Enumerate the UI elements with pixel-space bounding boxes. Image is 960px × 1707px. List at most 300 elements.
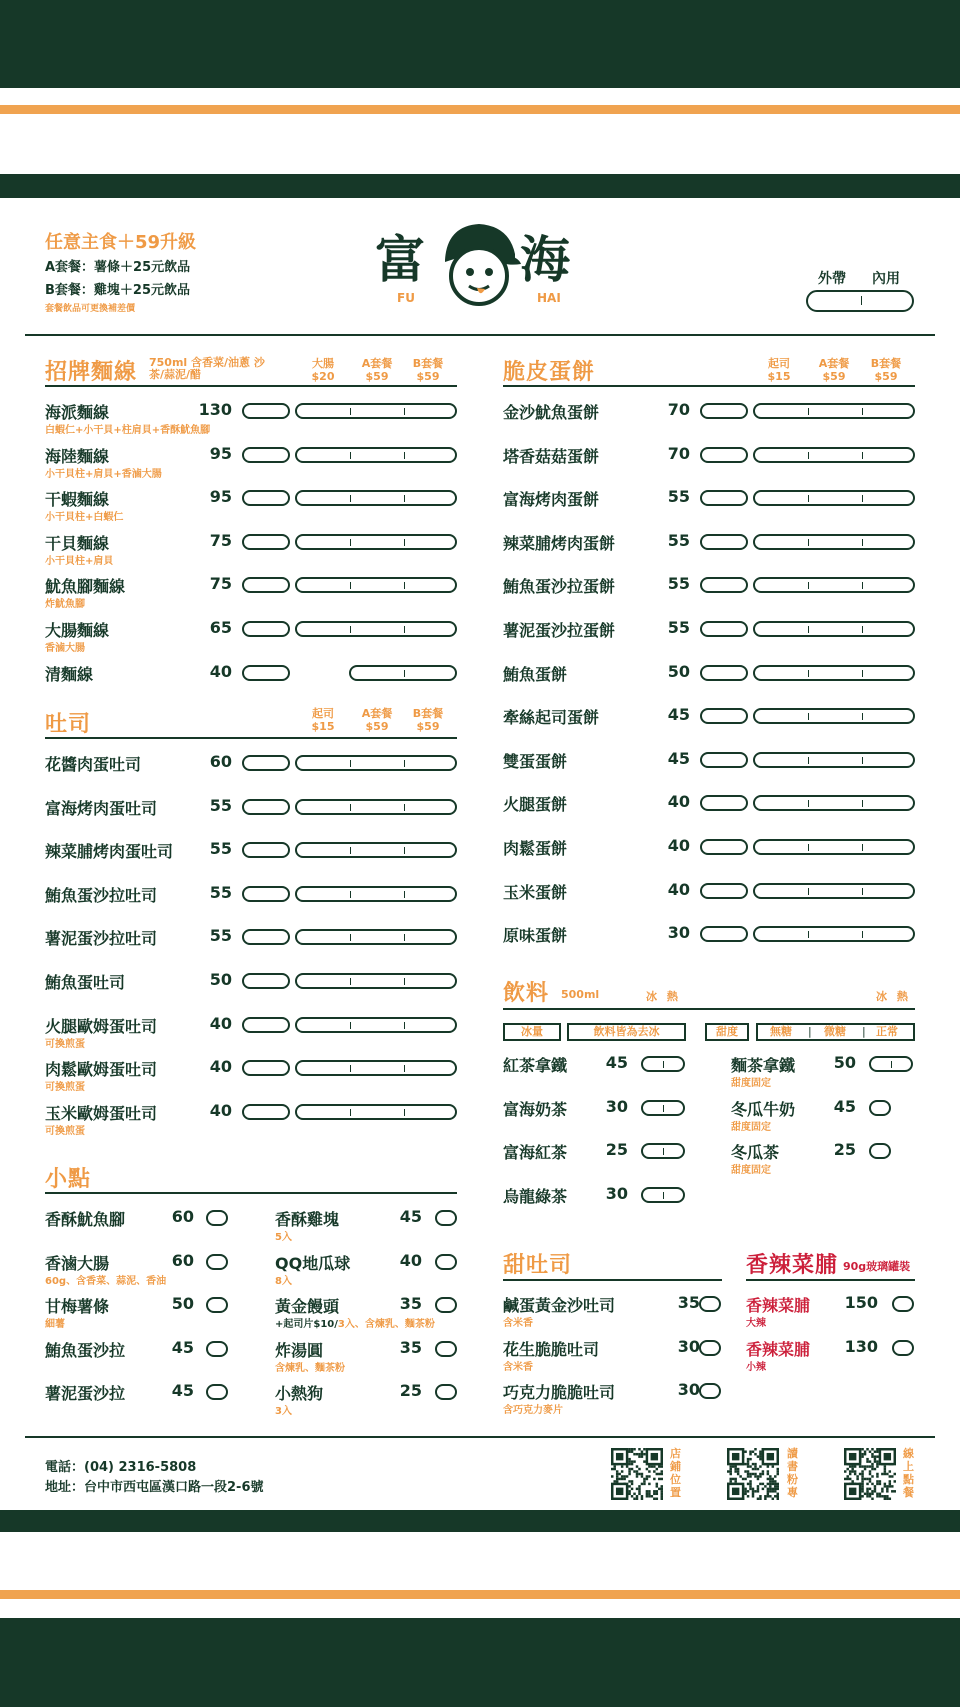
noodle-option-1[interactable] <box>242 403 290 419</box>
noodle-sub: 炸魷魚腳 <box>45 599 85 611</box>
eggcake-option-1[interactable] <box>700 839 748 855</box>
snack-name: 甘梅薯條 <box>45 1297 110 1317</box>
noodles-col-3: B套餐 $59 <box>412 357 444 383</box>
drink-sub-text: 甜度固定 <box>731 1165 771 1177</box>
toast-option-1[interactable] <box>242 1017 290 1033</box>
mascot-icon <box>433 218 523 314</box>
snack-option[interactable] <box>435 1210 457 1226</box>
eggcake-name: 原味蛋餅 <box>503 926 568 946</box>
eggcake-option-1[interactable] <box>700 795 748 811</box>
drink-option[interactable] <box>869 1143 891 1159</box>
toast-options[interactable] <box>295 799 457 815</box>
eggcake-options[interactable] <box>753 708 915 724</box>
footer-phone: 電話：(04) 2316-5808 <box>45 1460 197 1475</box>
sweet-price: 30 <box>677 1380 700 1400</box>
tick <box>404 670 405 677</box>
eggcake-name: 富海烤肉蛋餅 <box>503 490 600 510</box>
noodle-options[interactable] <box>295 534 457 550</box>
eggcake-options[interactable] <box>753 926 915 942</box>
snack-name: 香酥雞塊 <box>275 1210 340 1229</box>
takeout-label: 外帶 <box>818 271 846 287</box>
eggcake-options[interactable] <box>753 447 915 463</box>
set-note: 套餐飲品可更換補差價 <box>45 304 136 314</box>
qr-code-icon <box>611 1448 663 1500</box>
sweet-option[interactable] <box>699 1340 721 1356</box>
toast-options[interactable] <box>295 929 457 945</box>
footer-address: 地址：台中市西屯區漢口路一段2-6號 <box>45 1480 264 1495</box>
tick <box>404 539 405 546</box>
tick <box>350 934 351 941</box>
snack-sub-text: 含煉乳、麵茶粉 <box>275 1362 345 1374</box>
drink-name: 麵茶拿鐵 <box>731 1056 796 1075</box>
eggcake-name: 薯泥蛋沙拉蛋餅 <box>503 621 616 640</box>
tick <box>404 891 405 898</box>
qr-fan-page[interactable] <box>727 1448 779 1500</box>
sweet-sub-text: 含巧克力麥片 <box>503 1405 563 1417</box>
noodle-sub: 香滷大腸 <box>45 643 85 654</box>
brand-en-left: FU <box>397 291 415 305</box>
eggcake-name: 鮪魚蛋沙拉蛋餅 <box>503 577 616 597</box>
brand-en-right: HAI <box>537 291 561 305</box>
footer-rule <box>25 1436 935 1438</box>
tick <box>891 1061 892 1068</box>
eggcake-price: 55 <box>667 487 690 507</box>
toast-options[interactable] <box>295 973 457 989</box>
qr-online-order[interactable] <box>844 1448 896 1500</box>
tick <box>808 539 809 546</box>
snack-price: 40 <box>399 1250 422 1270</box>
drink-price: 30 <box>605 1183 628 1203</box>
toast-price: 40 <box>209 1100 232 1120</box>
tick <box>862 670 863 677</box>
drink-option[interactable] <box>869 1100 891 1116</box>
tick <box>350 1109 351 1116</box>
noodles-rule <box>45 385 457 387</box>
noodle-options[interactable] <box>295 577 457 593</box>
tick <box>350 626 351 633</box>
ice-label: 冰量 <box>521 1025 543 1038</box>
sweet-sub <box>503 1314 533 1329</box>
drink-name: 紅茶拿鐵 <box>503 1056 568 1075</box>
tick <box>404 408 405 415</box>
eggcake-option-1[interactable] <box>700 708 748 724</box>
tick <box>862 539 863 546</box>
noodle-price: 40 <box>209 661 232 681</box>
eggcake-price: 45 <box>667 705 690 725</box>
sweet-option[interactable] <box>699 1296 721 1312</box>
order-type-selector[interactable] <box>806 290 914 312</box>
eggcake-options[interactable] <box>753 665 915 681</box>
noodle-price: 95 <box>209 487 232 507</box>
noodle-options[interactable] <box>295 403 457 419</box>
snack-sub-extra: +起司片$10/ <box>275 1319 338 1331</box>
noodle-option-1[interactable] <box>242 447 290 463</box>
snack-price: 35 <box>399 1337 422 1357</box>
noodle-option-1[interactable] <box>242 490 290 506</box>
eggcake-options[interactable] <box>753 403 915 419</box>
tick <box>862 757 863 764</box>
drink-option[interactable] <box>641 1100 685 1116</box>
tick <box>862 713 863 720</box>
eggcake-col-3: B套餐 $59 <box>870 357 902 383</box>
tick <box>404 847 405 854</box>
noodle-price: 75 <box>209 574 232 594</box>
noodle-options[interactable] <box>295 621 457 637</box>
sweet-option[interactable] <box>699 1383 721 1399</box>
eggcake-option-1[interactable] <box>700 665 748 681</box>
noodle-name: 清麵線 <box>45 664 94 684</box>
snack-option[interactable] <box>435 1384 457 1400</box>
tick <box>404 582 405 589</box>
radish-title: 香辣菜脯 <box>746 1253 839 1278</box>
toast-price: 60 <box>209 752 232 771</box>
toast-name: 鮪魚蛋吐司 <box>45 973 126 992</box>
eggcake-price: 55 <box>667 618 690 637</box>
sweet-name: 鹹蛋黃金沙吐司 <box>503 1296 616 1315</box>
noodle-option-1[interactable] <box>242 534 290 550</box>
radish-price: 150 <box>844 1293 878 1312</box>
drinks-size: 500ml <box>561 988 600 1001</box>
snack-price: 50 <box>171 1294 194 1314</box>
tick <box>404 978 405 985</box>
tick <box>862 931 863 938</box>
tick <box>350 1065 351 1072</box>
sweet-sub-text: 含米香 <box>503 1361 533 1373</box>
snack-price: 60 <box>171 1250 194 1270</box>
drink-name: 冬瓜茶 <box>731 1143 780 1163</box>
eggcake-price: 40 <box>667 792 690 812</box>
eggcake-options[interactable] <box>753 839 915 855</box>
sweet-sub <box>503 1358 533 1373</box>
noodles-col-1: 大腸 $20 <box>311 357 335 383</box>
tick <box>350 891 351 898</box>
tick <box>862 495 863 502</box>
tick <box>808 800 809 807</box>
toast-name: 肉鬆歐姆蛋吐司 <box>45 1060 158 1080</box>
snack-sub <box>45 1315 65 1330</box>
sweet-toast-rule <box>503 1279 722 1281</box>
toast-price: 55 <box>209 882 232 902</box>
drink-price: 25 <box>605 1140 628 1160</box>
eggcake-name: 火腿蛋餅 <box>503 795 568 815</box>
drink-option[interactable] <box>869 1056 913 1072</box>
tick <box>350 760 351 767</box>
sugar-sep-2: | <box>862 1025 866 1038</box>
tick <box>404 626 405 633</box>
radish-option[interactable] <box>892 1340 914 1356</box>
brand-char-left: 富 <box>375 231 425 289</box>
noodle-name: 干貝麵線 <box>45 533 110 553</box>
sweet-sub <box>503 1401 563 1416</box>
eggcake-option-1[interactable] <box>700 447 748 463</box>
snack-option[interactable] <box>206 1254 228 1270</box>
top-band <box>0 0 960 88</box>
snack-option[interactable] <box>206 1297 228 1313</box>
ice-label-box <box>503 1023 561 1041</box>
eggcake-price: 70 <box>667 443 690 463</box>
snack-name: 小熱狗 <box>275 1384 324 1404</box>
eggcake-option-1[interactable] <box>700 403 748 419</box>
drink-name: 冬瓜牛奶 <box>731 1099 796 1119</box>
sugar-sep-1: | <box>808 1025 812 1038</box>
snack-price: 60 <box>171 1207 194 1226</box>
toast-name: 玉米歐姆蛋吐司 <box>45 1103 158 1123</box>
brand-char-right: 海 <box>520 231 570 289</box>
eggcake-col-2: A套餐 $59 <box>818 357 850 383</box>
snack-sub <box>275 1272 292 1287</box>
eggcake-name: 雙蛋蛋餅 <box>503 751 568 771</box>
noodle-price: 130 <box>198 400 232 419</box>
noodles-title: 招牌麵線 <box>45 360 138 385</box>
eggcake-option-1[interactable] <box>700 534 748 550</box>
noodle-options[interactable] <box>295 447 457 463</box>
tick <box>350 978 351 985</box>
snack-price: 45 <box>171 1381 194 1401</box>
noodle-options[interactable] <box>295 490 457 506</box>
toast-options[interactable] <box>295 886 457 902</box>
toast-options[interactable] <box>295 1017 457 1033</box>
snacks-title: 小點 <box>45 1167 92 1192</box>
snack-sub-text: 3入 <box>275 1406 292 1418</box>
noodle-option-1[interactable] <box>242 665 290 681</box>
eggcake-options[interactable] <box>753 534 915 550</box>
tick <box>350 495 351 502</box>
toast-options[interactable] <box>295 842 457 858</box>
qr-store-location[interactable] <box>611 1448 663 1500</box>
drink-name: 富海奶茶 <box>503 1099 568 1119</box>
tick <box>404 1109 405 1116</box>
toast-option-1[interactable] <box>242 973 290 989</box>
radish-rule <box>746 1279 915 1281</box>
tick <box>663 1192 664 1199</box>
tick <box>862 888 863 895</box>
drinks-title: 飲料 <box>503 981 550 1006</box>
toast-name: 富海烤肉蛋吐司 <box>45 798 158 818</box>
toast-option-1[interactable] <box>242 755 290 771</box>
noodle-name: 魷魚腳麵線 <box>45 577 126 597</box>
sugar-label-box <box>705 1023 749 1041</box>
drink-option[interactable] <box>641 1143 685 1159</box>
snack-sub-text: 5入 <box>275 1232 292 1243</box>
bottom-band <box>0 1618 960 1707</box>
toast-name: 鮪魚蛋沙拉吐司 <box>45 885 158 905</box>
ice-note: 飲料皆為去冰 <box>593 1025 660 1038</box>
eggcake-rule <box>503 385 915 387</box>
sugar-opt-less[interactable]: 微糖 <box>824 1025 846 1038</box>
noodle-option-1[interactable] <box>242 577 290 593</box>
noodle-name: 海陸麵線 <box>45 446 110 466</box>
sugar-options-box[interactable] <box>756 1023 915 1041</box>
tick <box>404 1065 405 1072</box>
eggcake-options[interactable] <box>753 883 915 899</box>
toast-rule <box>45 737 457 739</box>
snack-price: 25 <box>399 1381 422 1401</box>
snack-sub <box>275 1359 345 1374</box>
radish-sub-text: 大辣 <box>746 1318 766 1329</box>
snack-name: 薯泥蛋沙拉 <box>45 1384 126 1404</box>
eggcake-price: 55 <box>667 574 690 594</box>
radish-name: 香辣菜脯 <box>746 1339 811 1359</box>
tick <box>350 452 351 459</box>
eggcake-col-1: 起司 $15 <box>767 357 791 383</box>
tick <box>808 495 809 502</box>
tick <box>808 582 809 589</box>
tick <box>404 495 405 502</box>
radish-sub <box>746 1358 766 1373</box>
tick <box>808 670 809 677</box>
toast-col-3: B套餐 $59 <box>412 707 444 733</box>
snack-name: 香滷大腸 <box>45 1253 110 1273</box>
drink-sub <box>731 1074 771 1089</box>
snack-sub-text: 8入 <box>275 1275 292 1287</box>
radish-name: 香辣菜脯 <box>746 1296 811 1315</box>
noodle-price: 95 <box>209 443 232 463</box>
eggcake-options[interactable] <box>753 795 915 811</box>
snack-option[interactable] <box>206 1384 228 1400</box>
noodle-sub: 小干貝柱+肩貝+香滷大腸 <box>45 468 162 480</box>
radish-sub-text: 小辣 <box>746 1361 766 1373</box>
eggcake-option-1[interactable] <box>700 926 748 942</box>
sweet-sub-text: 含米香 <box>503 1318 533 1329</box>
toast-option-1[interactable] <box>242 886 290 902</box>
toast-option-1[interactable] <box>242 842 290 858</box>
sugar-label: 甜度 <box>716 1025 738 1038</box>
snack-option[interactable] <box>206 1341 228 1357</box>
drink-price: 45 <box>605 1053 628 1072</box>
snack-name: 炸湯圓 <box>275 1340 324 1360</box>
tick <box>404 1022 405 1029</box>
snack-option[interactable] <box>435 1341 457 1357</box>
snack-option[interactable] <box>435 1254 457 1270</box>
eggcake-option-1[interactable] <box>700 577 748 593</box>
toast-option-1[interactable] <box>242 1060 290 1076</box>
drinks-temp-left: 冰 熱 <box>646 990 678 1003</box>
eggcake-options[interactable] <box>753 490 915 506</box>
toast-price: 55 <box>209 839 232 859</box>
toast-col-2: A套餐 $59 <box>361 707 393 733</box>
eggcake-price: 50 <box>667 661 690 681</box>
radish-option[interactable] <box>892 1296 914 1312</box>
snack-sub-text: 細薯 <box>45 1319 65 1331</box>
eggcake-option-1[interactable] <box>700 752 748 768</box>
bottom-orange-stripe <box>0 1590 960 1599</box>
radish-price: 130 <box>844 1336 878 1356</box>
snack-sub-text: 3入、含煉乳、麵茶粉 <box>337 1319 435 1331</box>
toast-name: 火腿歐姆蛋吐司 <box>45 1016 158 1036</box>
snack-name: 黃金饅頭 <box>275 1297 340 1317</box>
toast-options[interactable] <box>295 1104 457 1120</box>
eggcake-price: 40 <box>667 879 690 899</box>
tick <box>862 582 863 589</box>
noodles-desc: 750ml 含香菜/油蔥 沙茶/蒜泥/醋 <box>149 356 265 381</box>
eggcake-price: 40 <box>667 836 690 855</box>
eggcake-price: 55 <box>667 530 690 550</box>
eggcake-option-1[interactable] <box>700 883 748 899</box>
eggcake-name: 牽絲起司蛋餅 <box>503 708 600 728</box>
tick <box>808 713 809 720</box>
tick <box>808 888 809 895</box>
eggcake-name: 玉米蛋餅 <box>503 882 568 902</box>
qr-code-icon <box>727 1448 779 1500</box>
snack-option[interactable] <box>206 1210 228 1226</box>
ice-note-box <box>567 1023 686 1041</box>
toast-price: 40 <box>209 1057 232 1077</box>
toast-options[interactable] <box>295 1060 457 1076</box>
toast-option-1[interactable] <box>242 1104 290 1120</box>
tick <box>350 1022 351 1029</box>
eggcake-name: 金沙魷魚蛋餅 <box>503 403 600 422</box>
drink-price: 25 <box>833 1140 856 1160</box>
tick <box>663 1105 664 1112</box>
eggcake-price: 30 <box>667 923 690 943</box>
qr-code-icon <box>844 1448 896 1500</box>
toast-option-1[interactable] <box>242 799 290 815</box>
tick <box>862 452 863 459</box>
tick <box>808 757 809 764</box>
toast-price: 55 <box>209 795 232 815</box>
tick <box>862 626 863 633</box>
eggcake-name: 塔香菇菇蛋餅 <box>503 446 600 466</box>
drink-option[interactable] <box>641 1056 685 1072</box>
toast-price: 40 <box>209 1013 232 1033</box>
sugar-opt-normal[interactable]: 正常 <box>876 1025 898 1038</box>
noodle-option-1[interactable] <box>242 621 290 637</box>
noodle-sub: 小干貝柱+肩貝 <box>45 555 114 567</box>
drink-name: 烏龍綠茶 <box>503 1186 568 1206</box>
snack-sub <box>275 1228 292 1243</box>
bottom-band-thin <box>0 1510 960 1532</box>
tick <box>808 626 809 633</box>
drink-sub <box>731 1118 771 1133</box>
snack-name: 香酥魷魚腳 <box>45 1210 126 1229</box>
set-b: B套餐：雞塊＋25元飲品 <box>45 283 190 298</box>
radish-sub <box>746 1314 766 1329</box>
sweet-price: 35 <box>677 1293 700 1312</box>
sweet-price: 30 <box>677 1336 700 1356</box>
toast-option-1[interactable] <box>242 929 290 945</box>
eggcake-option-1[interactable] <box>700 621 748 637</box>
tick <box>862 408 863 415</box>
eggcake-options[interactable] <box>753 752 915 768</box>
drink-option[interactable] <box>641 1187 685 1203</box>
eggcake-option-1[interactable] <box>700 490 748 506</box>
noodles-col-2: A套餐 $59 <box>361 357 393 383</box>
qr3-label: 線上點餐 <box>903 1447 914 1499</box>
tick <box>808 931 809 938</box>
top-orange-stripe <box>0 105 960 114</box>
drinks-temp-right: 冰 熱 <box>876 990 908 1003</box>
snack-option[interactable] <box>435 1297 457 1313</box>
snack-sub <box>275 1315 435 1330</box>
tick <box>404 452 405 459</box>
qr2-label: 讀書粉專 <box>787 1447 798 1499</box>
noodle-name: 海派麵線 <box>45 403 110 422</box>
snack-name: 鮪魚蛋沙拉 <box>45 1340 126 1360</box>
eggcake-options[interactable] <box>753 621 915 637</box>
drink-name: 富海紅茶 <box>503 1143 568 1163</box>
noodle-name: 干蝦麵線 <box>45 490 110 510</box>
noodle-option-b[interactable] <box>349 665 457 681</box>
snack-price: 35 <box>399 1294 422 1314</box>
noodle-price: 65 <box>209 618 232 637</box>
tick <box>404 804 405 811</box>
toast-sub: 可換煎蛋 <box>45 1125 85 1137</box>
eggcake-options[interactable] <box>753 577 915 593</box>
toast-options[interactable] <box>295 755 457 771</box>
sugar-opt-none[interactable]: 無糖 <box>770 1025 792 1038</box>
toast-sub: 可換煎蛋 <box>45 1082 85 1094</box>
tick <box>808 844 809 851</box>
